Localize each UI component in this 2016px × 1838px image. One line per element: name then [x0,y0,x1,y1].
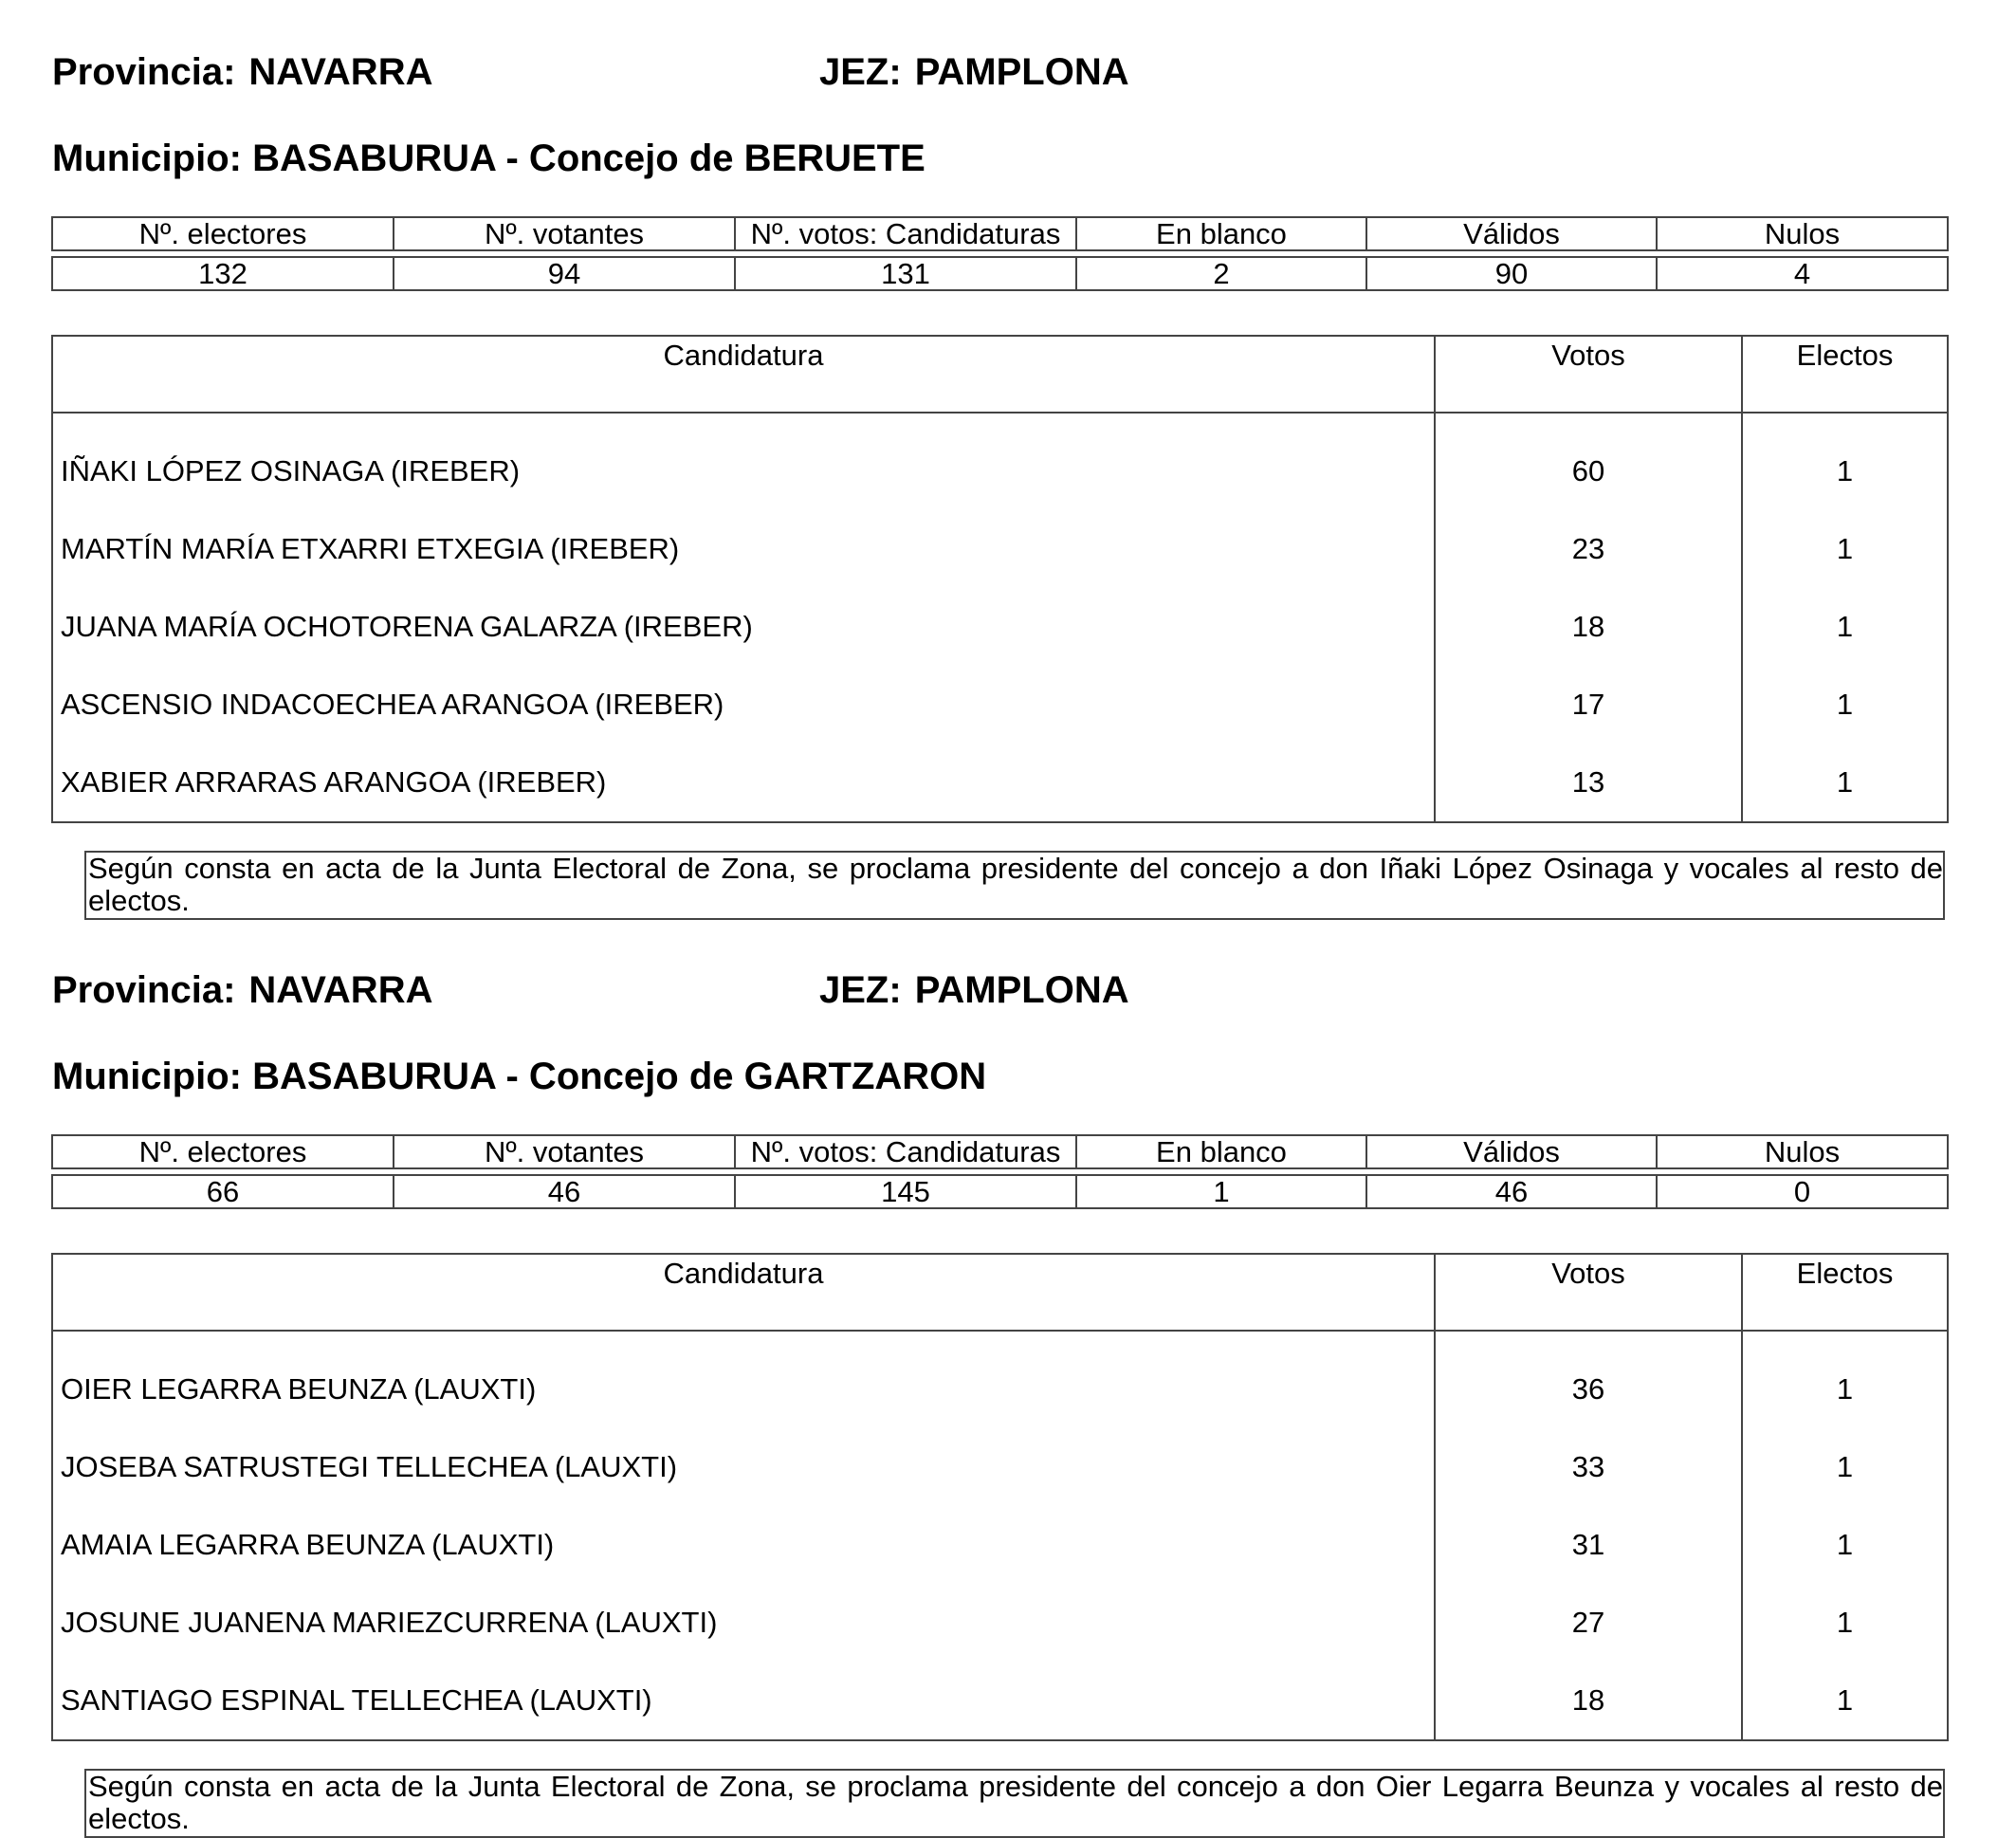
candidate-electos: 1 [1742,666,1948,744]
stats-header-cell: Nº. votantes [394,1135,735,1168]
table-row [52,413,1948,510]
provincia-heading: Provincia: NAVARRA [52,51,433,93]
provincia-value: NAVARRA [248,51,433,93]
municipio-heading: Municipio: BASABURUA - Concejo de BERUETE [52,138,926,179]
stats-value-cell: 0 [1657,1175,1948,1208]
stats-header-cell: En blanco [1076,217,1366,250]
candidates-table [51,335,1949,823]
candidate-electos: 1 [1742,1506,1948,1584]
candidate-electos: 1 [1742,510,1948,588]
stats-header-cell: Válidos [1366,217,1657,250]
stats-value-cell: 4 [1657,257,1948,290]
stats-header-cell: Válidos [1366,1135,1657,1168]
jez-value: PAMPLONA [914,51,1129,93]
stats-value-cell: 90 [1366,257,1657,290]
provincia-heading: Provincia: NAVARRA [52,969,433,1011]
table-row [52,1584,1948,1662]
provincia-value: NAVARRA [248,969,433,1011]
candidate-votos: 23 [1435,510,1742,588]
stats-value-cell: 66 [52,1175,394,1208]
candidate-votos: 27 [1435,1584,1742,1662]
stats-value-cell: 46 [1366,1175,1657,1208]
col-header-votos: Votos [1435,1254,1742,1331]
candidate-votos: 60 [1435,413,1742,510]
col-header-electos: Electos [1742,336,1948,413]
stats-value-row [52,257,1948,290]
stats-value-table [51,256,1949,291]
candidate-name: JOSEBA SATRUSTEGI TELLECHEA (LAUXTI) [52,1428,1435,1506]
stats-header-cell: Nº. votos: Candidaturas [735,1135,1076,1168]
candidate-electos: 1 [1742,413,1948,510]
candidates-header-row [52,1254,1948,1331]
candidate-electos: 1 [1742,588,1948,666]
municipio-value: BASABURUA - Concejo de BERUETE [252,138,926,179]
stats-header-row [52,1135,1948,1168]
candidate-name: AMAIA LEGARRA BEUNZA (LAUXTI) [52,1506,1435,1584]
table-row [52,1428,1948,1506]
candidate-votos: 33 [1435,1428,1742,1506]
col-header-candidatura: Candidatura [52,336,1435,413]
municipio-value: BASABURUA - Concejo de GARTZARON [252,1056,987,1097]
stats-value-table [51,1174,1949,1209]
candidate-electos: 1 [1742,744,1948,822]
stats-header-cell: Nº. votantes [394,217,735,250]
proclamation-note: Según consta en acta de la Junta Electoral de Zona, se proclama presidente del concejo a don Oier Legarra Beunza y vocales al resto de electos. [84,1769,1945,1838]
jez-heading: JEZ: PAMPLONA [819,51,1129,93]
candidates-table [51,1253,1949,1741]
candidate-name: SANTIAGO ESPINAL TELLECHEA (LAUXTI) [52,1662,1435,1740]
stats-value-cell: 1 [1076,1175,1366,1208]
stats-header-cell: Nulos [1657,217,1948,250]
candidate-votos: 13 [1435,744,1742,822]
stats-value-cell: 2 [1076,257,1366,290]
municipio-heading: Municipio: BASABURUA - Concejo de GARTZARON [52,1056,987,1097]
table-row [52,1331,1948,1428]
candidate-name: IÑAKI LÓPEZ OSINAGA (IREBER) [52,413,1435,510]
candidate-name: XABIER ARRARAS ARANGOA (IREBER) [52,744,1435,822]
stats-header-cell: Nulos [1657,1135,1948,1168]
stats-value-cell: 132 [52,257,394,290]
candidate-name: ASCENSIO INDACOECHEA ARANGOA (IREBER) [52,666,1435,744]
candidate-electos: 1 [1742,1662,1948,1740]
candidate-votos: 18 [1435,588,1742,666]
candidate-name: OIER LEGARRA BEUNZA (LAUXTI) [52,1331,1435,1428]
proclamation-note: Según consta en acta de la Junta Electoral de Zona, se proclama presidente del concejo a don Iñaki López Osinaga y vocales al resto de electos. [84,851,1945,920]
candidate-electos: 1 [1742,1331,1948,1428]
table-row [52,1662,1948,1740]
col-header-candidatura: Candidatura [52,1254,1435,1331]
table-row [52,1506,1948,1584]
candidate-votos: 36 [1435,1331,1742,1428]
table-row [52,588,1948,666]
table-row [52,744,1948,822]
stats-header-row [52,217,1948,250]
table-row [52,510,1948,588]
table-row [52,666,1948,744]
candidates-header-row [52,336,1948,413]
col-header-votos: Votos [1435,336,1742,413]
jez-heading: JEZ: PAMPLONA [819,969,1129,1011]
stats-header-cell: En blanco [1076,1135,1366,1168]
stats-header-cell: Nº. votos: Candidaturas [735,217,1076,250]
candidate-votos: 31 [1435,1506,1742,1584]
stats-header-cell: Nº. electores [52,217,394,250]
candidate-electos: 1 [1742,1584,1948,1662]
col-header-electos: Electos [1742,1254,1948,1331]
candidate-name: MARTÍN MARÍA ETXARRI ETXEGIA (IREBER) [52,510,1435,588]
stats-value-cell: 145 [735,1175,1076,1208]
candidate-votos: 17 [1435,666,1742,744]
stats-header-table [51,1134,1949,1169]
candidate-name: JOSUNE JUANENA MARIEZCURRENA (LAUXTI) [52,1584,1435,1662]
stats-value-row [52,1175,1948,1208]
stats-header-table [51,216,1949,251]
candidate-votos: 18 [1435,1662,1742,1740]
candidate-name: JUANA MARÍA OCHOTORENA GALARZA (IREBER) [52,588,1435,666]
stats-value-cell: 46 [394,1175,735,1208]
jez-value: PAMPLONA [914,969,1129,1011]
stats-header-cell: Nº. electores [52,1135,394,1168]
stats-value-cell: 131 [735,257,1076,290]
candidate-electos: 1 [1742,1428,1948,1506]
stats-value-cell: 94 [394,257,735,290]
